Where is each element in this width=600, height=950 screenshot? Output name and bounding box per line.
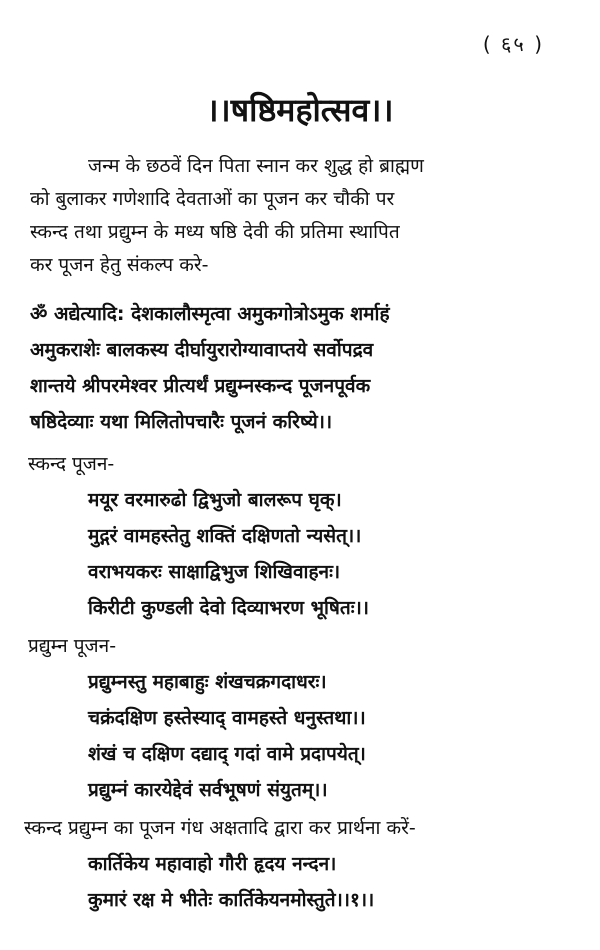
sankalpa-line: अमुकराशेः बालकस्य दीर्घायुरारोग्यावाप्तये सर्वोपद्रव — [30, 339, 374, 361]
intro-line: को बुलाकर गणेशादि देवताओं का पूजन कर चौकी पर — [30, 188, 395, 210]
intro-line: जन्म के छठवें दिन पिता स्नान कर शुद्ध हो ब्राह्मण — [88, 155, 424, 177]
page-number: ( ६५ ) — [482, 32, 544, 56]
verse-line: मुद्गरं वामहस्तेतु शक्तिं दक्षिणतो न्यसेत्।। — [88, 525, 362, 547]
intro-line: कर पूजन हेतु संकल्प करे- — [30, 254, 209, 276]
prayer-heading: स्कन्द प्रद्युम्न का पूजन गंध अक्षतादि द्वारा कर प्रार्थना करें- — [24, 817, 416, 839]
intro-paragraph — [30, 150, 560, 282]
verse-line: चक्रंदक्षिण हस्तेस्याद् वामहस्ते धनुस्तथा।। — [88, 707, 366, 729]
skanda-verse — [88, 482, 568, 626]
verse-line: कार्तिकेय महावाहो गौरी हृदय नन्दन। — [88, 853, 337, 875]
prayer-verse — [88, 846, 568, 918]
verse-line: प्रद्युम्नं कारयेद्देवं सर्वभूषणं संयुतम्।। — [88, 779, 328, 801]
intro-line: स्कन्द तथा प्रद्युम्न के मध्य षष्ठि देवी की प्रतिमा स्थापित — [30, 221, 400, 243]
sankalpa-line: ॐ अद्येत्यादि: देशकालौस्मृत्वा अमुकगोत्रोऽमुक शर्माहं — [30, 303, 390, 325]
pradyumna-verse — [88, 664, 568, 808]
verse-line: कुमारं रक्ष मे भीतेः कार्तिकेयनमोस्तुते।।१।। — [88, 889, 375, 911]
sankalpa-line: षष्ठिदेव्याः यथा मिलितोपचारैः पूजनं करिष्ये।। — [30, 411, 333, 433]
verse-line: किरीटी कुण्डली देवो दिव्याभरण भूषितः।। — [88, 597, 369, 619]
sankalpa-line: शान्तये श्रीपरमेश्वर प्रीत्यर्थं प्रद्युम्नस्कन्द पूजनपूर्वक — [30, 375, 371, 397]
verse-line: शंखं च दक्षिण दद्याद् गदां वामे प्रदापयेत्। — [88, 743, 366, 765]
verse-line: मयूर वरमारुढो द्विभुजो बालरूप घृक्। — [88, 489, 342, 511]
page-title: ।।षष्ठिमहोत्सव।। — [206, 91, 394, 129]
skanda-puja-heading: स्कन्द पूजन- — [28, 453, 115, 475]
pradyumna-puja-heading: प्रद्युम्न पूजन- — [28, 635, 117, 657]
verse-line: प्रद्युम्नस्तु महाबाहुः शंखचक्रगदाधरः। — [88, 671, 327, 693]
sankalpa-block — [30, 296, 570, 440]
verse-line: वराभयकरः साक्षाद्विभुज शिखिवाहनः। — [88, 561, 341, 583]
